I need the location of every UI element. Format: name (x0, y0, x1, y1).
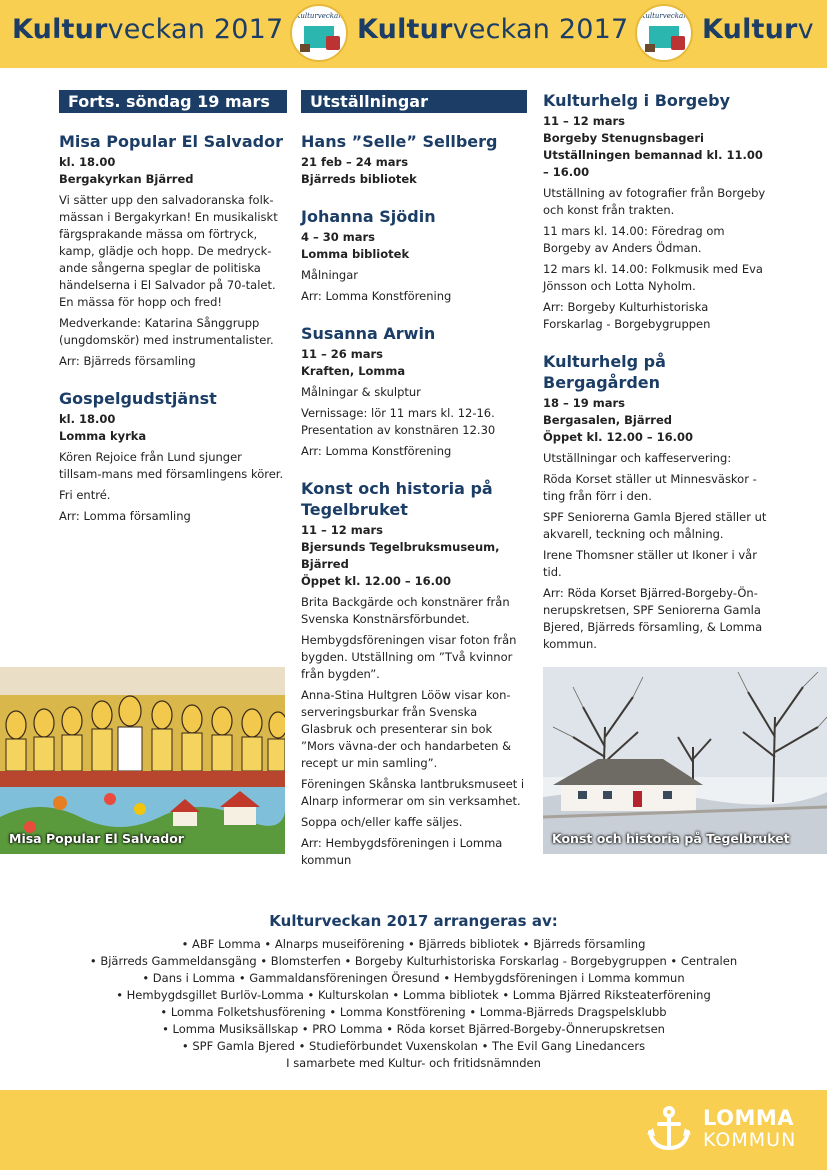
event-tegelbruket (301, 478, 527, 869)
organizer-cooperation: I samarbete med Kultur- och fritidsnämnden (286, 1056, 541, 1070)
banner-title: Kulturv (702, 14, 814, 45)
event-organizer: Arr: Lomma Konstförening (301, 289, 452, 303)
event-text: Röda Korset ställer ut Minnesväskor - ting från förr i den. (543, 472, 757, 503)
event-text: Vernissage: lör 11 mars kl. 12-16. Presentation av konstnären 12.30 (301, 406, 496, 437)
event-venue: Borgeby Stenugnsbageri (543, 131, 704, 145)
event-text: 11 mars kl. 14.00: Föredrag om Borgeby av Anders Ödman. (543, 224, 725, 255)
event-title: Kulturhelg på Bergagården (543, 352, 666, 392)
event-venue: Lomma kyrka (59, 429, 147, 443)
photo-caption: Misa Popular El Salvador (9, 831, 184, 846)
column-sunday (59, 90, 287, 543)
event-organizer: Arr: Lomma församling (59, 509, 191, 523)
event-hours: Utställningen bemannad kl. 11.00 – 16.00 (543, 148, 763, 179)
banner-title: Kulturveckan 2017 (12, 14, 284, 45)
event-venue: Bjersunds Tegelbruksmuseum, Bjärred (301, 540, 500, 571)
organizer-line: • Dans i Lomma • Gammaldansföreningen Öresund • Hembygdsföreningen i Lomma kommun (142, 971, 685, 985)
event-sjodin (301, 206, 527, 305)
photo-caption: Konst och historia på Tegelbruket (552, 831, 790, 846)
event-time: 11 – 12 mars (301, 523, 384, 537)
logo-text-lomma: LOMMA (703, 1106, 795, 1130)
event-text: 12 mars kl. 14.00: Folkmusik med Eva Jönsson och Lotta Nyholm. (543, 262, 763, 293)
logo-text-kommun: KOMMUN (703, 1129, 797, 1151)
event-text: Utställningar och kaffeservering: (543, 451, 732, 465)
event-title: Kulturhelg i Borgeby (543, 91, 730, 110)
organizer-line: • Lomma Folketshusförening • Lomma Konstförening • Lomma-Bjärreds Dragspelsklubb (160, 1005, 667, 1019)
event-hours: Öppet kl. 12.00 – 16.00 (543, 430, 694, 444)
event-venue: Kraften, Lomma (301, 364, 406, 378)
event-time: 11 – 26 mars (301, 347, 384, 361)
event-time: 21 feb – 24 mars (301, 155, 409, 169)
event-organizer: Arr: Borgeby Kulturhistoriska Forskarlag - Borgebygruppen (543, 300, 711, 331)
event-text: SPF Seniorerna Gamla Bjered ställer ut akvarell, teckning och målning. (543, 510, 767, 541)
event-gospelgudstjanst (59, 388, 287, 525)
winter-farmhouse-photo (543, 667, 827, 854)
banner-title: Kulturveckan 2017 (357, 14, 629, 45)
event-text: Fri entré. (59, 488, 111, 502)
event-text: Målningar (301, 268, 359, 282)
organizer-line: • SPF Gamla Bjered • Studieförbundet Vuxenskolan • The Evil Gang Linedancers (181, 1039, 646, 1053)
event-misa-popular (59, 131, 287, 370)
event-organizer: Arr: Bjärreds församling (59, 354, 196, 368)
column-exhibitions (301, 90, 527, 887)
event-organizer: Arr: Röda Korset Bjärred-Borgeby-Ön-nerupskretsen, SPF Seniorerna Gamla Bjered, Bjärreds församling, & Lomma kommun. (543, 586, 763, 651)
section-header: Utställningar (301, 90, 527, 113)
event-title: Johanna Sjödin (301, 207, 436, 226)
event-bergagarden (543, 351, 769, 653)
organizer-line: • Lomma Musiksällskap • PRO Lomma • Röda korset Bjärred-Borgeby-Önnerupskretsen (162, 1022, 665, 1036)
event-text: Målningar & skulptur (301, 385, 421, 399)
organizer-line: • ABF Lomma • Alnarps museiförening • Bjärreds bibliotek • Bjärreds församling (181, 937, 646, 951)
kulturveckan-logo: Kulturveckan (290, 4, 348, 62)
organizer-line: • Bjärreds Gammeldansgäng • Blomsterfen • Borgeby Kulturhistoriska Forskarlag - Borgebygruppen • Centralen (89, 954, 738, 968)
event-venue: Bjärreds bibliotek (301, 172, 417, 186)
event-text: Utställning av fotografier från Borgeby och konst från trakten. (543, 186, 766, 217)
kulturveckan-logo: Kulturveckan (635, 4, 693, 62)
tegelbruket-photo (543, 667, 827, 854)
top-banner (0, 0, 827, 68)
anchor-icon (645, 1104, 693, 1152)
event-venue: Lomma bibliotek (301, 247, 410, 261)
folk-art-painting (0, 667, 285, 854)
event-text: Anna-Stina Hultgren Lööw visar kon-serveringsburkar från Svenska Glasbruk och presenterar sin bok ”Mors vävna-der och handarbeten & recept ur min samling”. (301, 688, 512, 770)
event-text: Medverkande: Katarina Sånggrupp (ungdomskör) med instrumentalister. (59, 316, 274, 347)
event-title: Hans ”Selle” Sellberg (301, 132, 498, 151)
lomma-kommun-logo (645, 1104, 815, 1154)
event-arwin (301, 323, 527, 460)
event-time: 4 – 30 mars (301, 230, 376, 244)
event-title: Misa Popular El Salvador (59, 132, 283, 151)
event-text: Hembygdsföreningen visar foton från bygden. Utställning om ”Två kvinnor från bygden”. (301, 633, 517, 681)
column-weekend-events (543, 90, 769, 671)
event-text: Brita Backgärde och konstnärer från Svenska Konstnärsförbundet. (301, 595, 510, 626)
event-sellberg (301, 131, 527, 188)
event-title: Gospelgudstjänst (59, 389, 217, 408)
event-venue: Bergasalen, Bjärred (543, 413, 672, 427)
event-time: kl. 18.00 (59, 412, 116, 426)
event-text: Soppa och/eller kaffe säljes. (301, 815, 463, 829)
misa-painting-photo (0, 667, 285, 854)
event-time: 18 – 19 mars (543, 396, 626, 410)
event-text: Irene Thomsner ställer ut Ikoner i vår tid. (543, 548, 757, 579)
event-organizer: Arr: Hembygdsföreningen i Lomma kommun (301, 836, 503, 867)
event-title: Susanna Arwin (301, 324, 436, 343)
event-text: Vi sätter upp den salvadoranska folk-mässan i Bergakyrkan! En musikaliskt färgsprakande mässa om förtryck, kamp, glädje och hopp. De medryck-ande sångerna speglar de politiska händelserna i El Salvador på 70-talet. En mässa för hopp och fred! (59, 193, 278, 309)
event-borgeby (543, 90, 769, 333)
event-text: Kören Rejoice från Lund sjunger tillsam-mans med församlingens körer. (59, 450, 284, 481)
event-venue: Bergakyrkan Bjärred (59, 172, 194, 186)
event-time: kl. 18.00 (59, 155, 116, 169)
section-header: Forts. söndag 19 mars (59, 90, 287, 113)
organizers-title: Kulturveckan 2017 arrangeras av: (269, 912, 558, 930)
event-time: 11 – 12 mars (543, 114, 626, 128)
event-text: Föreningen Skånska lantbruksmuseet i Alnarp informerar om sin verksamhet. (301, 777, 525, 808)
event-organizer: Arr: Lomma Konstförening (301, 444, 452, 458)
event-title: Konst och historia på Tegelbruket (301, 479, 493, 519)
event-hours: Öppet kl. 12.00 – 16.00 (301, 574, 452, 588)
organizer-line: • Hembygdsgillet Burlöv-Lomma • Kulturskolan • Lomma bibliotek • Lomma Bjärred Riksteaterförening (116, 988, 711, 1002)
organizers-section (40, 912, 787, 1072)
